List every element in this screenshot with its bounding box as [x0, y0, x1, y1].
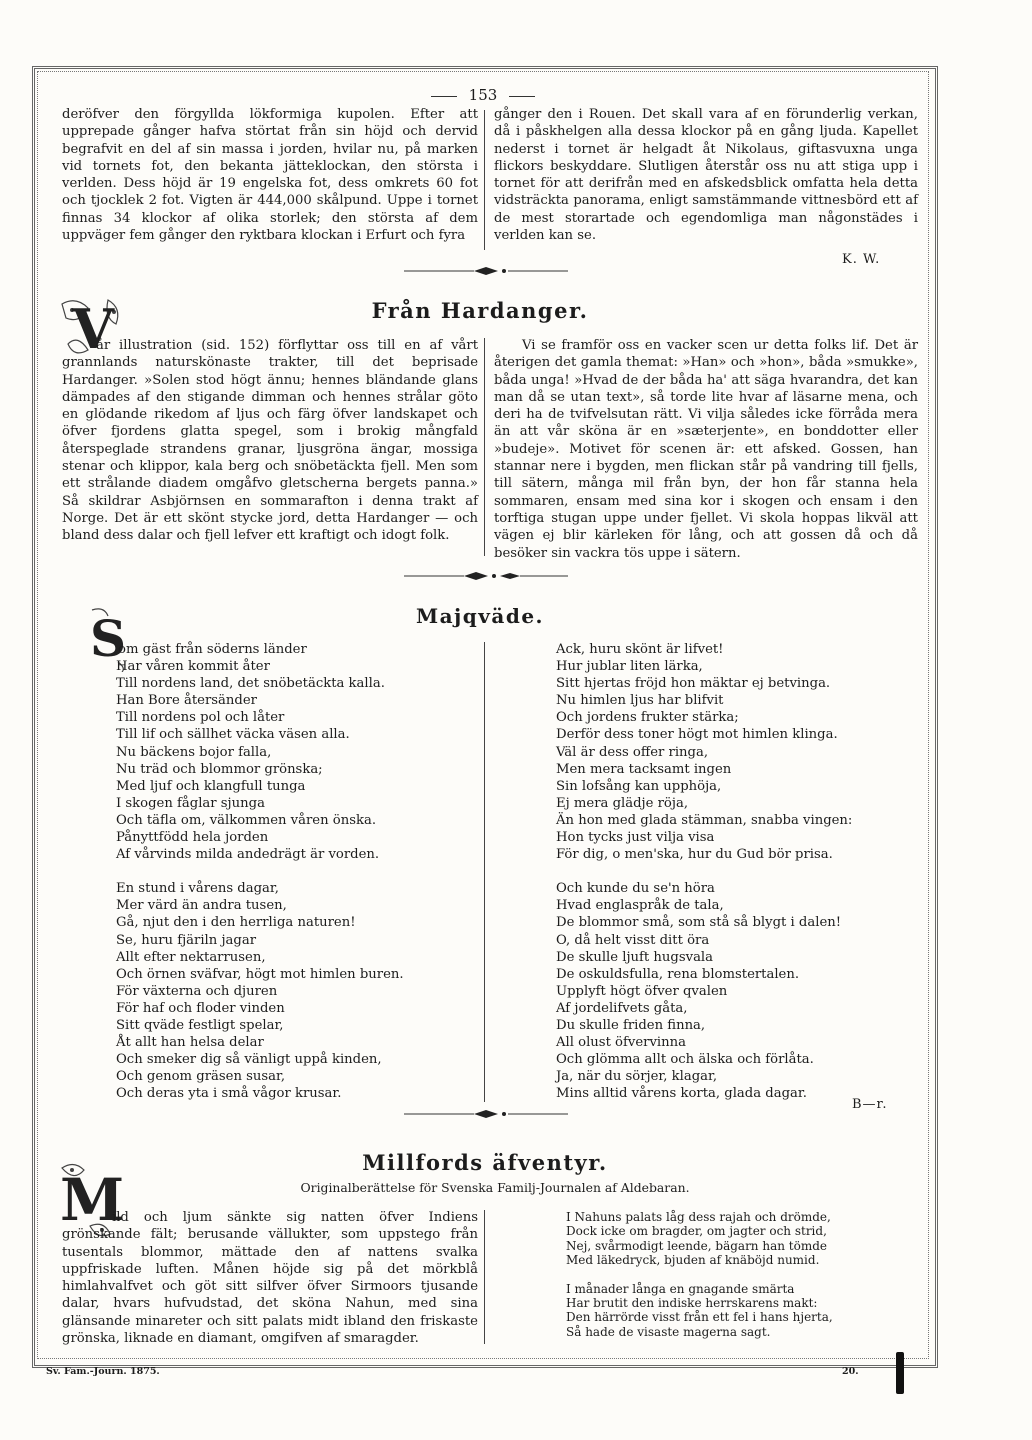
poem-stanza	[556, 641, 926, 863]
signature-kw: K. W.	[842, 252, 881, 267]
article-continuation-left: deröfver den förgyllda lökformiga kupolen. Efter att upprepade gånger hafva störtat från sin höjd och dervid begrafvit en del af sin massa i jorden, hvilar nu, på marken vid tornets fot, den bekanta jätteklockan, den största i verlden. Dess höjd är 19 engelska fot, dess omkrets 60 fot och tjocklek 2 fot. Vigten är 444,000 skålpund. Uppe i tornet finnas 34 klockor af olika storlek; den största af dem uppväger fem gånger den ryktbara klockan i Erfurt och fyra	[62, 107, 478, 244]
poem-line: Dock icke om bragder, om jagter och strid,	[566, 1224, 827, 1239]
poem-line: om gäst från söderns länder	[118, 642, 307, 657]
poem-line: I skogen fåglar sjunga	[116, 795, 265, 811]
column-divider	[484, 642, 485, 1102]
millford-title: Millfords äfventyr.	[362, 1150, 608, 1175]
poem-line: För växterna och djuren	[116, 983, 278, 999]
poem-line: Mins alltid vårens korta, glada dagar.	[556, 1086, 807, 1102]
poem-line: Har brutit den indiske herrskarens makt:	[566, 1296, 818, 1311]
poem-line: Upplyft högt öfver qvalen	[556, 983, 728, 999]
poem-line: Sitt qväde festligt spelar,	[116, 1017, 284, 1033]
ink-mark	[896, 1352, 904, 1394]
poem-line: Och täfla om, välkommen våren önska.	[116, 812, 377, 828]
poem-line: En stund i vårens dagar,	[116, 881, 279, 897]
poem-line: Allt efter nektarrusen,	[116, 949, 266, 965]
poem-line: I Nahuns palats låg dess rajah och drömde,	[566, 1210, 831, 1224]
poem-line: För haf och floder vinden	[116, 1000, 285, 1016]
signature-br: B—r.	[852, 1097, 888, 1112]
hardanger-right-column: Vi se framför oss en vacker scen ur detta folks lif. Det är återigen det gamla themat: »Han» och »hon», båda »smukke», båda unga! »Hvad de der båda ha' att säga hvarandra, det kan man då se utan text», så torde lite hvar af läsarne mena, och deri ha de tvifvelsutan rätt. Vi vilja således icke förråda mera än att vår sköna är en »sæterjente», en bonddotter eller »budeje». Motivet för scenen är: ett afsked. Gossen, han stannar nere i bygden, men flickan står på vandring till fjells, till sätern, många mil från byn, der hon får stanna hela sommaren, ensam med sina kor i skogen och ensam i den torftiga stugan uppe under fjellet. Vi skola hoppas likväl att vägen ej blir kärleken för lång, och att gossen då och då besöker sin vackra tös uppe i sätern.	[494, 338, 918, 561]
poem-line: Har våren kommit åter	[116, 659, 270, 675]
poem-line: Till nordens pol och låter	[116, 710, 285, 726]
footer-journal: Sv. Fam.-Journ. 1875.	[46, 1366, 160, 1377]
dropcap-m: M	[60, 1160, 112, 1240]
poem-line: Nej, svårmodigt leende, bägarn han tömde	[566, 1238, 827, 1253]
ornament-divider	[404, 570, 568, 582]
poem-stanza	[566, 1282, 926, 1340]
poem-line: Den härrörde visst från ett fel i hans hjerta,	[566, 1310, 833, 1325]
poem-line: De skulle ljuft hugsvala	[556, 949, 714, 965]
footer-sheet-number: 20.	[842, 1366, 859, 1377]
poem-line: Och genom gräsen susar,	[116, 1069, 286, 1085]
poem-line: Nu himlen ljus har blifvit	[556, 693, 724, 709]
ornament-divider	[404, 1108, 568, 1120]
majqvade-right-poem	[556, 641, 926, 1119]
poem-line: Nu bäckens bojor falla,	[116, 744, 272, 760]
poem-line: Hvad englaspråk de tala,	[556, 898, 724, 914]
poem-line: Väl är dess offer ringa,	[556, 744, 709, 760]
poem-line: Men mera tacksamt ingen	[556, 761, 732, 777]
poem-stanza	[556, 880, 926, 1102]
poem-line: Han Bore återsänder	[116, 693, 257, 709]
poem-line: O, då helt visst ditt öra	[556, 932, 710, 948]
poem-line: Och glömma allt och älska och förlåta.	[556, 1052, 814, 1068]
poem-line: Sitt hjertas fröjd hon mäktar ej betvinga.	[556, 676, 831, 692]
poem-stanza	[566, 1210, 926, 1268]
poem-line: Ack, huru skönt är lifvet!	[556, 642, 724, 657]
poem-stanza	[116, 880, 486, 1102]
poem-line: Derför dess toner högt mot himlen klinga.	[556, 727, 838, 743]
ornament-divider	[404, 265, 568, 277]
poem-line: Och deras yta i små vågor krusar.	[116, 1086, 342, 1102]
dropcap-v: V	[58, 294, 128, 364]
poem-line: Till nordens land, det snöbetäckta kalla.	[116, 676, 385, 692]
poem-line: Sin lofsång kan upphöja,	[556, 778, 722, 794]
column-divider	[484, 338, 485, 556]
poem-line: Du skulle friden finna,	[556, 1017, 706, 1033]
poem-line: Af vårvinds milda andedrägt är vorden.	[116, 847, 380, 863]
poem-line: I månader långa en gnagande smärta	[566, 1281, 795, 1296]
poem-line: Än hon med glada stämman, snabba vingen:	[556, 812, 853, 828]
poem-line: Och örnen sväfvar, högt mot himlen buren.	[116, 966, 404, 982]
column-divider	[484, 110, 485, 250]
hardanger-title: Från Hardanger.	[371, 298, 589, 323]
poem-line: Se, huru fjäriln jagar	[116, 932, 257, 948]
poem-line: Och jordens frukter stärka;	[556, 710, 739, 726]
majqvade-left-poem	[116, 641, 486, 1119]
poem-line: Hon tycks just vilja visa	[556, 830, 715, 846]
poem-line: De blommor små, som stå så blygt i dalen!	[556, 915, 842, 931]
page-number: 153	[0, 86, 966, 104]
poem-line: Hur jublar liten lärka,	[556, 659, 703, 675]
poem-line: Pånyttfödd hela jorden	[116, 830, 269, 846]
poem-line: För dig, o men'ska, hur du Gud bör prisa.	[556, 847, 833, 863]
poem-line: Med ljuf och klangfull tunga	[116, 778, 306, 794]
millford-left-column: ild och ljum sänkte sig natten öfver Indiens grönskande fält; berusande vällukter, som uppstego från tusentals blommor, mättade den af nattens svalka uppfriskade luften. Månen höjde sig på det mörkblå himlahvalfvet och göt sitt silfver öfver Sirmoors tjusande dalar, hvars hufvudstad, det sköna Nahun, med sina glänsande minareter och sitt palats midt ibland den friskaste grönska, liknade en diamant, omgifven af smaragder.	[62, 1210, 478, 1347]
poem-line: Så hade de visaste magerna sagt.	[566, 1324, 771, 1339]
poem-line: Åt allt han helsa delar	[116, 1035, 264, 1051]
hardanger-left-column: år illustration (sid. 152) förflyttar oss till en af vårt grannlands naturskönaste trakter, till det beprisade Hardanger. »Solen stod högt ännu; hennes bländande glans dämpades af den stigande dimman och hennes strålar göto en glödande rikedom af ljus och färg öfver landskapet och öfver fjordens glatta spegel, som i brokig mångfald återspeglade strandens granar, ljusgröna ängar, mossiga stenar och klippor, kala berg och snöbetäckta fjell. Men som ett strålande diadem omgåfvo gletscherna bergets panna.» Så skildrar Asbjörnsen en sommarafton i denna trakt af Norge. Det är ett skönt stycke jord, detta Hardanger — och bland dess dalar och fjell lefver ett kraftigt och idogt folk.	[62, 338, 478, 544]
poem-line: Med läkedryck, bjuden af knäböjd numid.	[566, 1253, 820, 1268]
poem-line: Ej mera glädje röja,	[556, 795, 689, 811]
article-continuation-right: gånger den i Rouen. Det skall vara af en förunderlig verkan, då i påskhelgen alla dessa klockor på en gång ljuda. Kapellet nederst i tornet är helgadt åt Nikolaus, giftasvuxna unga flickors beskyddare. Slutligen återstår oss nu att stiga upp i tornet för att derifrån med en afskedsblick omfatta hela detta vidsträckta panorama, enligt samstämmande vittnesbörd ett af de mest storartade och egendomliga man någonstädes i verlden kan se.	[494, 107, 918, 244]
millford-right-poem	[566, 1210, 926, 1356]
column-divider	[484, 1210, 485, 1344]
poem-line: Och smeker dig så vänligt uppå kinden,	[116, 1052, 382, 1068]
poem-line: Ja, när du sörjer, klagar,	[556, 1069, 718, 1085]
poem-line: Och kunde du se'n höra	[556, 881, 715, 897]
poem-line: All olust öfvervinna	[556, 1035, 686, 1051]
poem-stanza	[116, 641, 486, 863]
poem-line: De oskuldsfulla, rena blomstertalen.	[556, 966, 800, 982]
poem-line: Nu träd och blommor grönska;	[116, 761, 323, 777]
poem-line: Mer värd än andra tusen,	[116, 898, 287, 914]
poem-line: Till lif och sällhet väcka väsen alla.	[116, 727, 350, 743]
dropcap-s: S	[88, 606, 128, 672]
majqvade-title: Majqväde.	[415, 604, 545, 628]
poem-line: Gå, njut den i den herrliga naturen!	[116, 915, 356, 931]
poem-line: Af jordelifvets gåta,	[556, 1000, 688, 1016]
millford-subtitle: Originalberättelse för Svenska Familj-Journalen af Aldebaran.	[300, 1180, 690, 1195]
